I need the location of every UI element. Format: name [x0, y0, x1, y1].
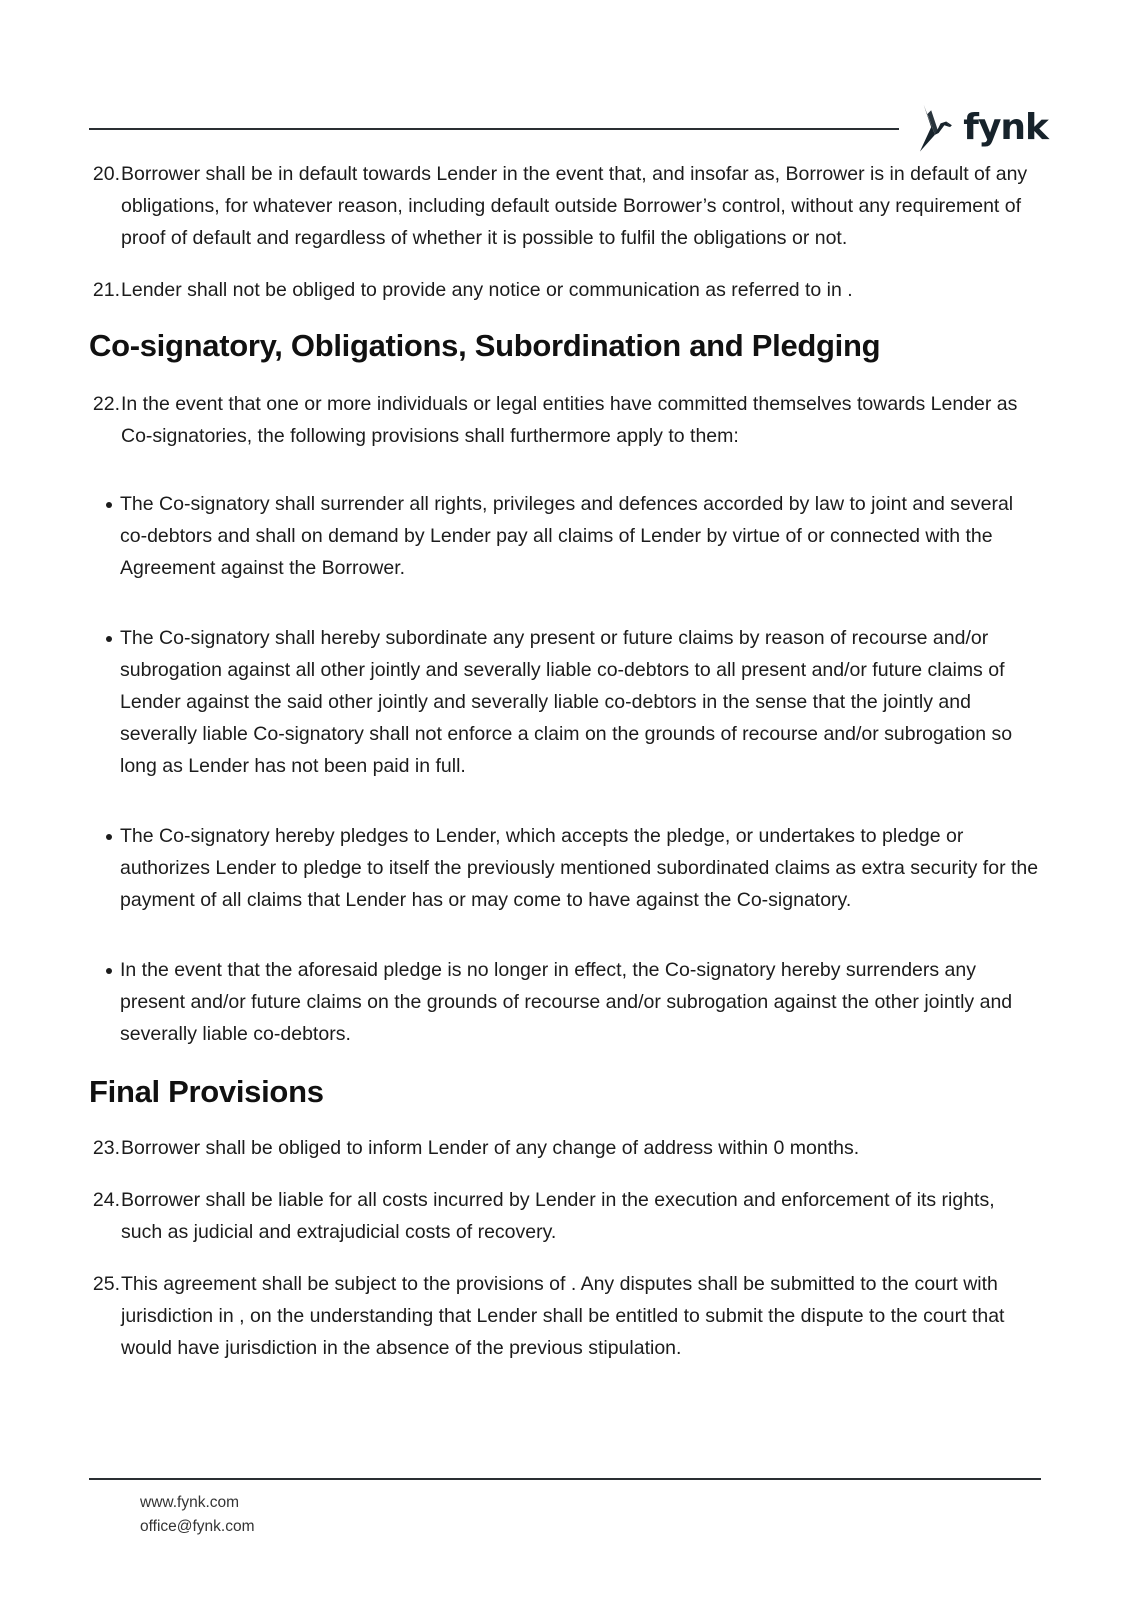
bullet-icon [80, 622, 120, 782]
clause-20 [80, 158, 1040, 254]
clause-24 [80, 1184, 1040, 1248]
bullet-icon [80, 954, 120, 1050]
clause-number: 23. [92, 1137, 120, 1159]
clause-number: 20. [92, 163, 120, 185]
logo-text: fynk [963, 106, 1048, 148]
bullet-item [80, 820, 1040, 916]
brand-logo [918, 100, 1048, 160]
bullet-text: In the event that the aforesaid pledge is no longer in effect, the Co-signatory hereby surrenders any present and/or future claims on the grounds of recourse and/or subrogation against the other jointly and severally liable co-debtors. [120, 959, 1013, 1045]
clause-number: 22. [92, 393, 120, 415]
bullet-text: The Co-signatory hereby pledges to Lender, which accepts the pledge, or undertakes to pledge or authorizes Lender to pledge to itself the previously mentioned subordinated claims as extra security for the payment of all claims that Lender has or may come to have against the Co-signatory. [120, 825, 1039, 911]
bullet-text: The Co-signatory shall hereby subordinate any present or future claims by reason of recourse and/or subrogation against all other jointly and severally liable co-debtors to all present and/or future claims of Lender against the said other jointly and severally liable co-debtors in the sense that the jointly and severally liable Co-signatory shall not enforce a claim on the grounds of recourse and/or subrogation so long as Lender has not been paid in full. [120, 627, 1013, 777]
clause-text: This agreement shall be subject to the provisions of . Any disputes shall be submitted to the court with jurisdiction in , on the understanding that Lender shall be entitled to submit the dispute to the court that would have jurisdiction in the absence of the previous stipulation. [121, 1273, 1005, 1359]
clause-text: Borrower shall be obliged to inform Lender of any change of address within 0 months. [121, 1137, 860, 1159]
bullet-text: The Co-signatory shall surrender all rights, privileges and defences accorded by law to joint and several co-debtors and shall on demand by Lender pay all claims of Lender by virtue of or connected with the Agreement against the Borrower. [120, 493, 1014, 579]
clause-number: 24. [92, 1189, 120, 1211]
bullet-item [80, 622, 1040, 782]
clause-number: 25. [92, 1273, 120, 1295]
section-heading-final-provisions: Final Provisions [89, 1074, 324, 1109]
origami-bird-icon [918, 103, 961, 157]
footer [140, 1491, 255, 1539]
footer-website-link[interactable]: www.fynk.com [140, 1494, 240, 1511]
clause-list-pre [80, 158, 1040, 306]
clause-text: In the event that one or more individuals or legal entities have committed themselves towards Lender as Co-signatories, the following provisions shall furthermore apply to them: [121, 393, 1018, 447]
bullet-icon [80, 820, 120, 916]
clause-22 [80, 388, 1040, 452]
bullet-icon [80, 488, 120, 584]
section-heading-cosignatory: Co-signatory, Obligations, Subordination and Pledging [89, 328, 881, 363]
footer-divider [89, 1478, 1041, 1480]
clause-number: 21. [92, 279, 120, 301]
document-body [80, 158, 1040, 1384]
cosignatory-bullet-list [80, 488, 1040, 1050]
bullet-item [80, 488, 1040, 584]
clause-text: Borrower shall be in default towards Lender in the event that, and insofar as, Borrower is in default of any obligations, for whatever reason, including default outside Borrower’s control, without any requirement of proof of default and regardless of whether it is possible to fulfil the obligations or not. [121, 163, 1028, 249]
footer-email-link[interactable]: office@fynk.com [140, 1518, 255, 1535]
clause-list-final [80, 1132, 1040, 1364]
clause-23 [80, 1132, 1040, 1164]
clause-text: Borrower shall be liable for all costs incurred by Lender in the execution and enforcement of its rights, such as judicial and extrajudicial costs of recovery. [121, 1189, 995, 1243]
clause-text: Lender shall not be obliged to provide any notice or communication as referred to in . [121, 279, 853, 301]
header-divider [89, 128, 899, 130]
clause-25 [80, 1268, 1040, 1364]
bullet-item [80, 954, 1040, 1050]
clause-21 [80, 274, 1040, 306]
